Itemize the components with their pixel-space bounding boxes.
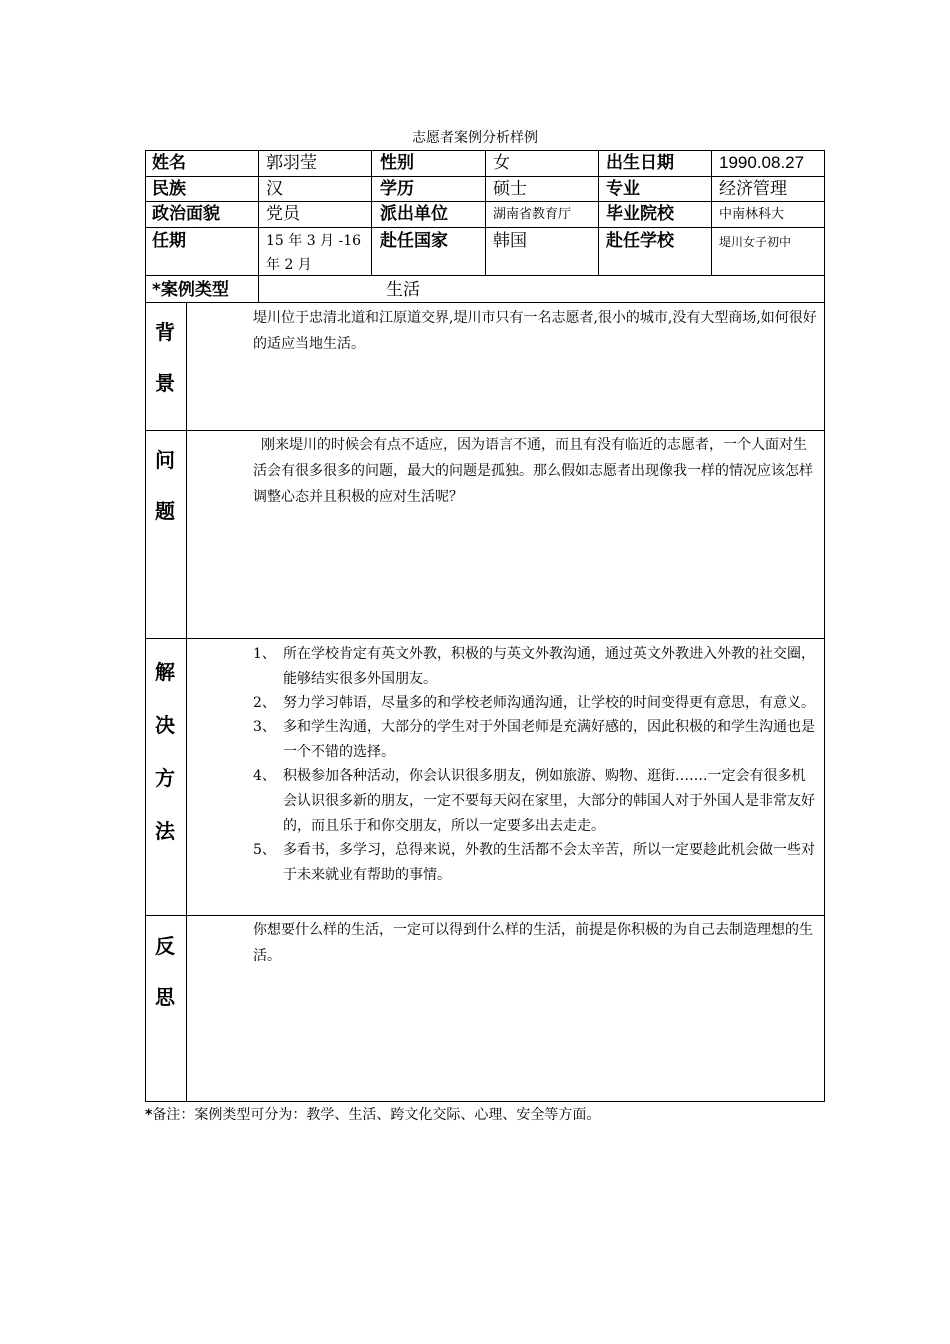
col-divider: [371, 150, 372, 276]
list-text: 努力学习韩语，尽量多的和学校老师沟通沟通，让学校的时间变得更有意思，有意义。: [283, 695, 815, 711]
dispatch-value: 湖南省教育厅: [493, 207, 572, 222]
major-value: 经济管理: [719, 179, 787, 199]
school-value: 中南林科大: [719, 207, 785, 222]
list-number: 5、: [253, 842, 276, 858]
col-divider: [485, 150, 486, 276]
problem-heading: [152, 444, 178, 524]
birth-value: 1990.08.27: [719, 153, 805, 172]
gender-value: 女: [493, 153, 510, 173]
heading-char: 问: [155, 448, 175, 472]
footnote-mark: *: [145, 1107, 153, 1123]
problem-text: 刚来堤川的时候会有点不适应，因为语言不通，而且有没有临近的志愿者，一个人面对生活会有很多很多的问题，最大的问题是孤独。那么假如志愿者出现像我一样的情况应该怎样调整心态并且积极的应对生活呢？: [253, 437, 813, 505]
row-divider: [145, 430, 825, 431]
school-label: 毕业院校: [606, 204, 674, 224]
row-divider: [145, 638, 825, 639]
list-item: [253, 691, 818, 716]
education-value: 硕士: [493, 179, 527, 199]
section-label-divider: [186, 302, 187, 1102]
politics-value: 党员: [266, 204, 300, 224]
politics-label: 政治面貌: [152, 204, 220, 224]
country-value: 韩国: [493, 231, 527, 251]
name-value: 郭羽莹: [266, 153, 317, 173]
col-divider: [711, 150, 712, 276]
list-item: [253, 764, 818, 839]
heading-char: 决: [155, 713, 175, 737]
solution-list: [253, 642, 818, 887]
list-number: 4、: [253, 768, 276, 784]
footnote: [145, 1104, 600, 1126]
term-value-line1: 15 年 3 月 -16: [266, 233, 362, 249]
heading-char: 法: [155, 819, 175, 843]
birth-label: 出生日期: [606, 153, 674, 173]
post-school-value: 堤川女子初中: [719, 235, 792, 249]
country-label: 赴任国家: [380, 231, 448, 251]
heading-char: 反: [155, 934, 175, 958]
row-divider: [145, 915, 825, 916]
heading-char: 解: [155, 660, 175, 684]
list-item: [253, 642, 818, 692]
list-number: 1、: [253, 646, 276, 662]
education-label: 学历: [380, 179, 414, 199]
list-number: 2、: [253, 695, 276, 711]
row-divider: [145, 302, 825, 303]
heading-char: 景: [155, 371, 175, 395]
col-divider: [598, 150, 599, 276]
heading-char: 背: [155, 320, 175, 344]
list-text: 多看书，多学习，总得来说，外教的生活都不会太辛苦，所以一定要趁此机会做一些对于未来就业有帮助的事情。: [283, 842, 815, 883]
major-label: 专业: [606, 179, 640, 199]
dispatch-label: 派出单位: [380, 204, 448, 224]
background-heading: [152, 316, 178, 396]
ethnicity-label: 民族: [152, 179, 186, 199]
list-text: 多和学生沟通，大部分的学生对于外国老师是充满好感的，因此积极的和学生沟通也是一个不错的选择。: [283, 719, 815, 760]
gender-label: 性别: [380, 153, 414, 173]
list-text: 积极参加各种活动，你会认识很多朋友，例如旅游、购物、逛街…….一定会有很多机会认识很多新的朋友，一定不要每天闷在家里，大部分的韩国人对于外国人是非常友好的，而且乐于和你交朋友，所以一定要多出去走走。: [283, 768, 815, 834]
list-number: 3、: [253, 719, 276, 735]
heading-char: 题: [155, 499, 175, 523]
solution-heading: [152, 656, 178, 844]
term-value-line2: 年 2 月: [266, 257, 312, 273]
footnote-text: 备注：案例类型可分为：教学、生活、跨文化交际、心理、安全等方面。: [152, 1107, 601, 1123]
col-divider: [258, 150, 259, 302]
ethnicity-value: 汉: [266, 179, 283, 199]
background-text: 堤川位于忠清北道和江原道交界,堤川市只有一名志愿者,很小的城市,没有大型商场,如何很好的适应当地生活。: [253, 310, 817, 352]
heading-char: 思: [155, 985, 175, 1009]
document-title: 志愿者案例分析样例: [412, 130, 538, 146]
case-type-value: 生活: [386, 280, 420, 300]
post-school-label: 赴任学校: [606, 231, 674, 251]
reflection-text: 你想要什么样的生活，一定可以得到什么样的生活，前提是你积极的为自己去制造理想的生活。: [253, 922, 813, 964]
list-item: [253, 715, 818, 765]
name-label: 姓名: [152, 153, 186, 173]
list-text: 所在学校肯定有英文外教，积极的与英文外教沟通，通过英文外教进入外教的社交圈，能够结实很多外国朋友。: [283, 646, 815, 687]
reflection-heading: [152, 930, 178, 1010]
heading-char: 方: [155, 766, 175, 790]
list-item: [253, 838, 818, 888]
case-type-label: *案例类型: [152, 280, 229, 300]
term-label: 任期: [152, 231, 186, 251]
